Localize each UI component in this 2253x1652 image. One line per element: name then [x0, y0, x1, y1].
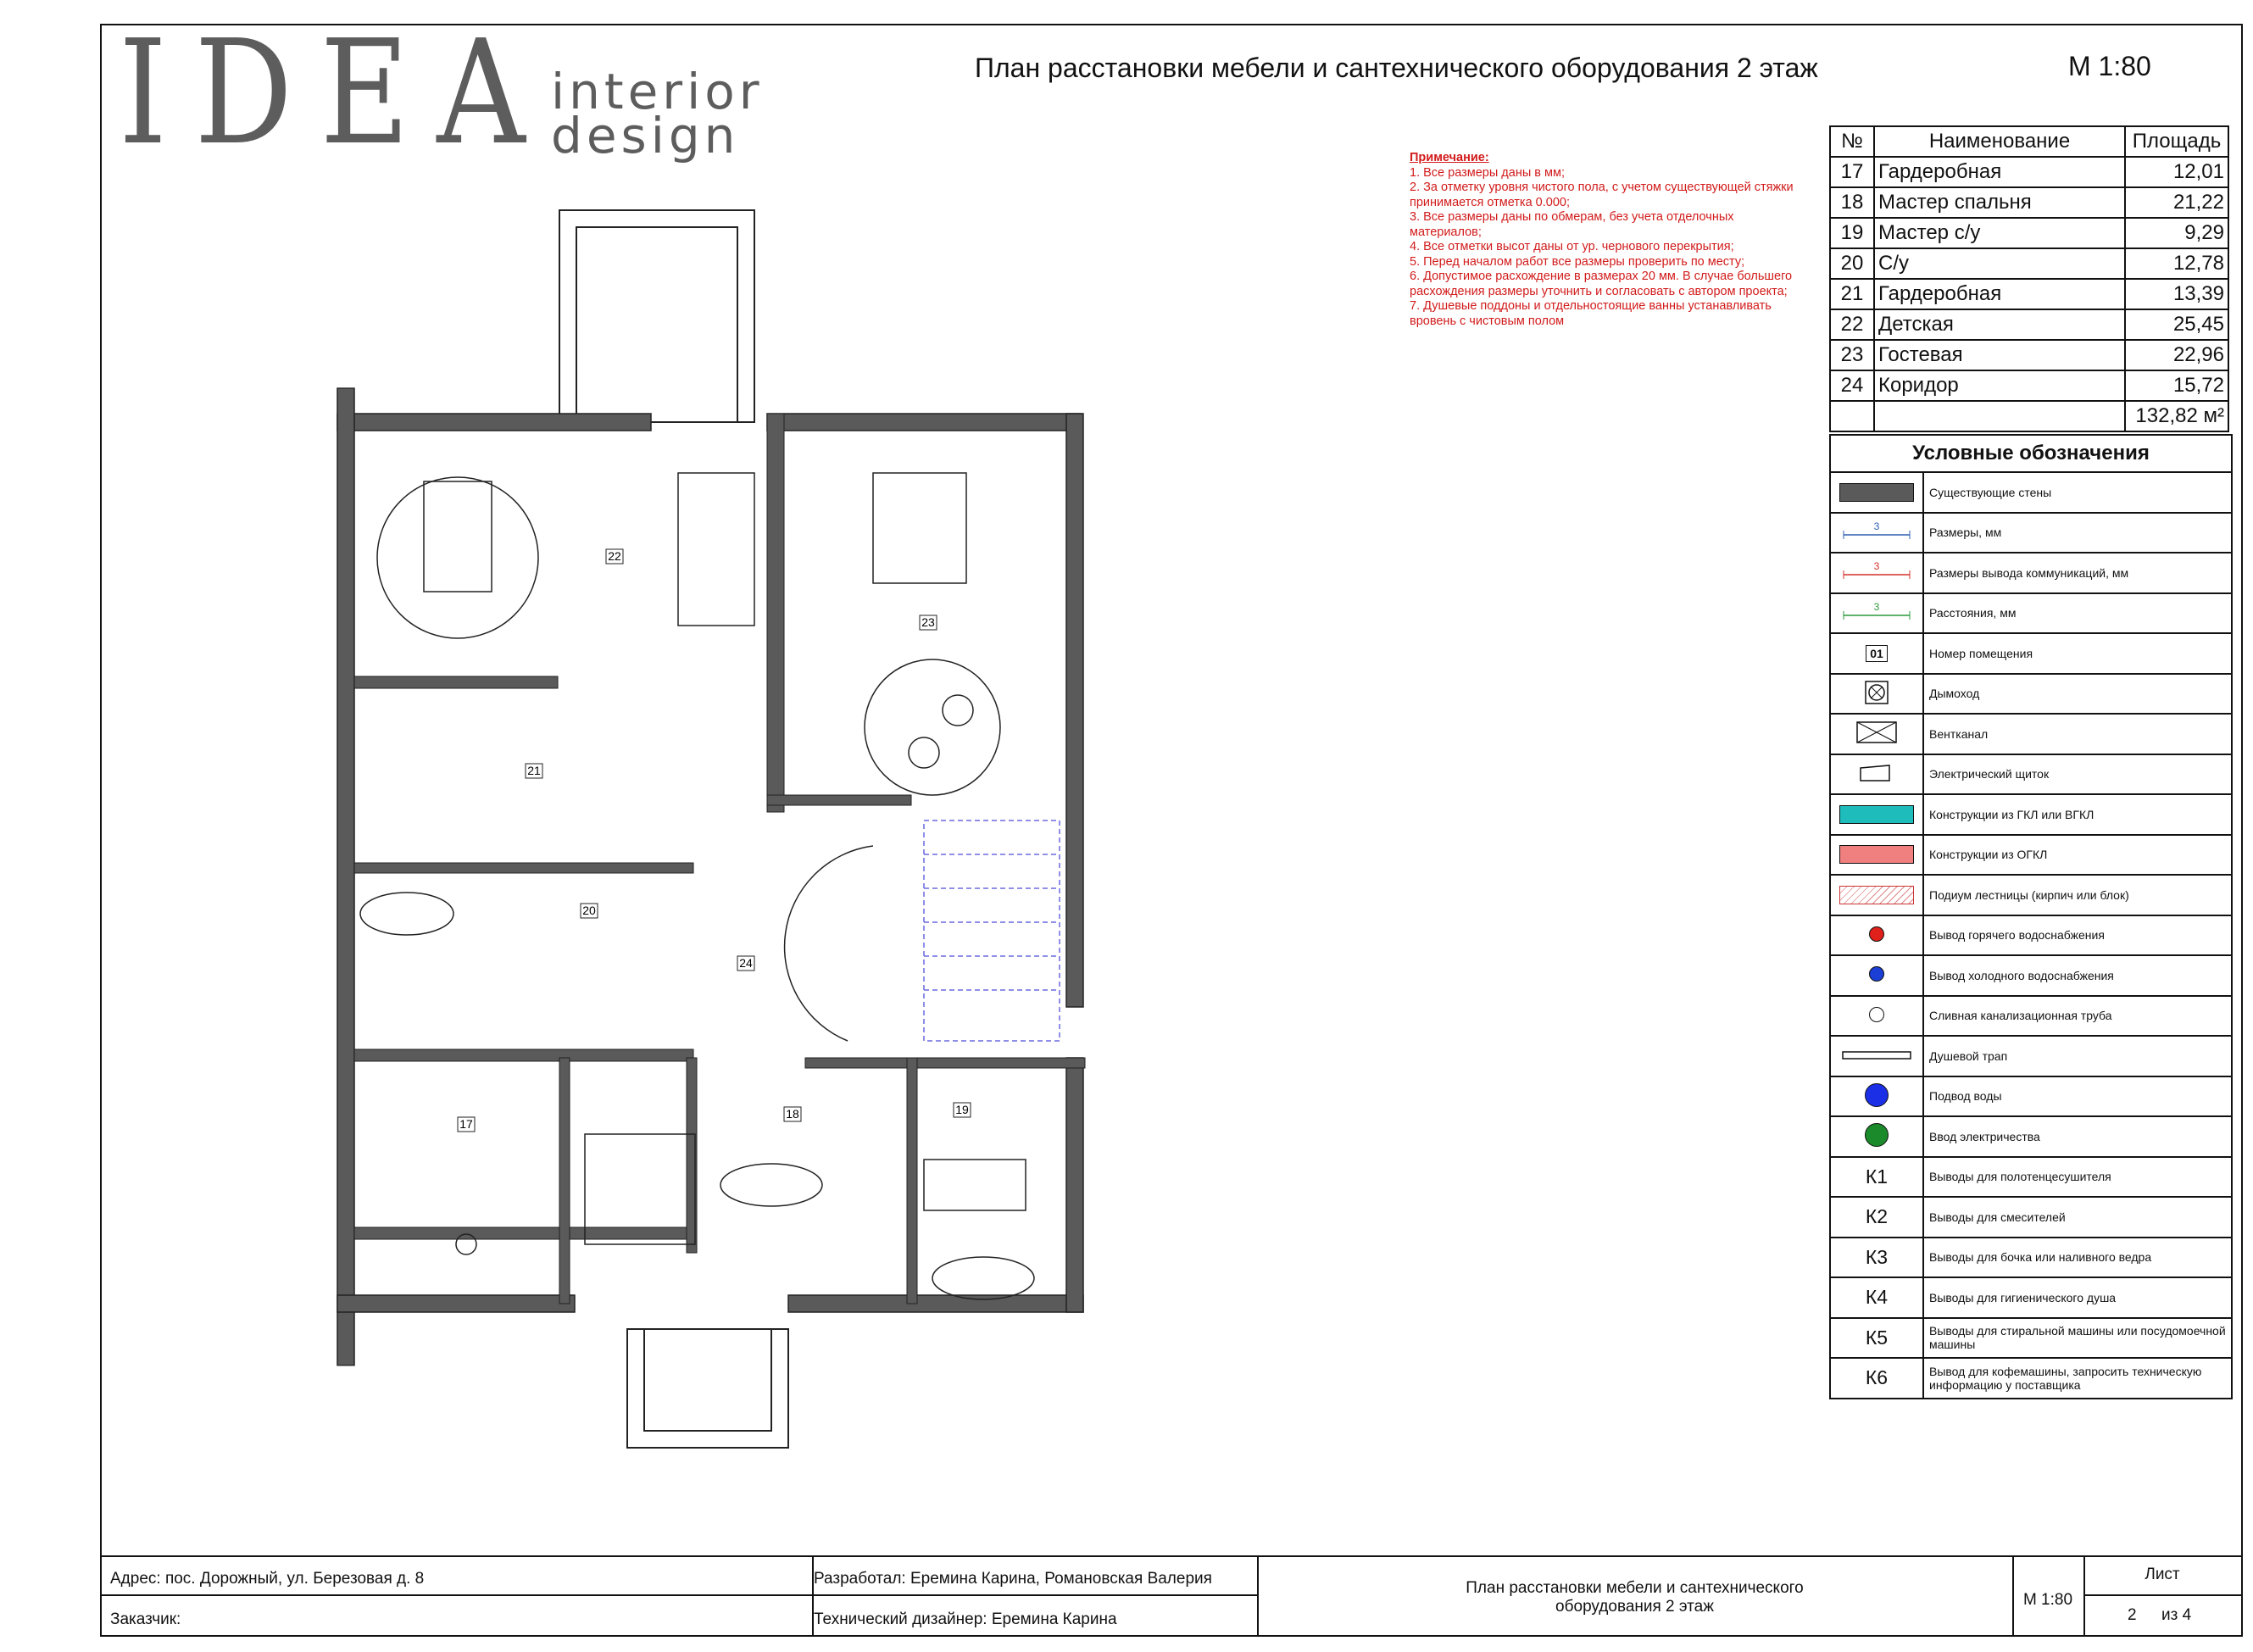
legend-row: [1830, 1076, 2232, 1117]
legend-label: Ввод электричества: [1923, 1116, 2232, 1157]
table-row: [1830, 309, 2228, 340]
legend-table: [1829, 434, 2233, 1399]
room-label: 20: [582, 904, 596, 917]
room-area: 21,22: [2125, 187, 2228, 218]
legend-row: [1830, 513, 2232, 553]
room-label: 18: [786, 1107, 799, 1121]
developed-by: Разработал: Еремина Карина, Романовская Валерия: [814, 1570, 1212, 1588]
legend-label: Дымоход: [1923, 674, 2232, 715]
legend-row: [1830, 593, 2232, 634]
legend-label: Расстояния, мм: [1923, 593, 2232, 634]
legend-row: [1830, 754, 2232, 795]
table-row: [1830, 187, 2228, 218]
legend-label: Номер помещения: [1923, 633, 2232, 674]
k2-code: К2: [1830, 1197, 1923, 1238]
notes-block: [1410, 151, 1800, 329]
room-name: Детская: [1874, 309, 2125, 340]
ogkl-swatch-icon: [1830, 835, 1923, 876]
legend-row: [1830, 714, 2232, 754]
dimension-blue-icon: [1830, 513, 1923, 553]
legend-label: Вывод горячего водоснабжения: [1923, 915, 2232, 956]
legend-row: [1830, 472, 2232, 513]
room-name: Гардеробная: [1874, 157, 2125, 187]
room-label: 17: [459, 1117, 473, 1131]
legend-label: Подвод воды: [1923, 1076, 2232, 1117]
stamp-scale: М 1:80: [2022, 1591, 2073, 1609]
legend-row: [1830, 915, 2232, 956]
legend-title: Условные обозначения: [1830, 435, 2232, 472]
legend-label: Вывод холодного водоснабжения: [1923, 955, 2232, 996]
note-item: 4. Все отметки высот даны от ур. чернового перекрытия;: [1410, 240, 1734, 253]
legend-label: Душевой трап: [1923, 1036, 2232, 1076]
note-item: 1. Все размеры даны в мм;: [1410, 165, 1565, 180]
room-name: С/у: [1874, 248, 2125, 279]
floor-plan: [322, 202, 1110, 1456]
logo-line-1: interior: [551, 63, 764, 120]
legend-row: [1830, 794, 2232, 835]
logo-brand: IDEA: [119, 9, 553, 177]
legend-label: Подиум лестницы (кирпич или блок): [1923, 875, 2232, 915]
room-number: 19: [1830, 218, 1874, 248]
svg-text:3: 3: [1873, 520, 1880, 532]
room-number: 21: [1830, 279, 1874, 309]
k6-code: К6: [1830, 1358, 1923, 1399]
sheet-number: 2: [2128, 1606, 2137, 1624]
exterior-walls: [337, 388, 1083, 1366]
room-number: 23: [1830, 340, 1874, 370]
legend-row: [1830, 553, 2232, 593]
table-total-row: [1830, 401, 2228, 431]
room-name: Мастер спальня: [1874, 187, 2125, 218]
electric-panel-icon: [1830, 754, 1923, 795]
note-item: 2. За отметку уровня чистого пола, с учетом существующей стяжки принимается отметка 0.000;: [1410, 181, 1794, 209]
staircase: [785, 820, 1060, 1041]
room-number: 22: [1830, 309, 1874, 340]
legend-row: [1830, 1197, 2232, 1238]
interior-walls: [354, 414, 1085, 1304]
total-area: 132,82 м²: [2125, 401, 2228, 431]
shower-drain-icon: [1830, 1036, 1923, 1076]
table-row: [1830, 248, 2228, 279]
note-item: 3. Все размеры даны по обмерам, без учета отделочных материалов;: [1410, 210, 1734, 239]
wall-swatch-icon: [1830, 472, 1923, 513]
col-header-name: Наименование: [1874, 126, 2125, 157]
logo-subtitle: [551, 63, 764, 164]
dimension-green-icon: [1830, 593, 1923, 634]
room-number: 17: [1830, 157, 1874, 187]
note-item: 6. Допустимое расхождение в размерах 20 мм. В случае большего расхождения размеры уточнить и согласовать с автором проекта;: [1410, 270, 1793, 298]
room-area: 22,96: [2125, 340, 2228, 370]
room-name: Гостевая: [1874, 340, 2125, 370]
room-name: Мастер с/у: [1874, 218, 2125, 248]
title-block: [100, 1555, 2243, 1637]
room-name: Гардеробная: [1874, 279, 2125, 309]
legend-label: Выводы для смесителей: [1923, 1197, 2232, 1238]
legend-label: Выводы для полотенцесушителя: [1923, 1157, 2232, 1198]
sheet-title: План расстановки мебели и сантехнического оборудования 2 этаж: [975, 53, 1818, 83]
legend-row: [1830, 835, 2232, 876]
table-row: [1830, 218, 2228, 248]
legend-label: Выводы для бочка или наливного ведра: [1923, 1238, 2232, 1278]
room-label: 24: [739, 956, 753, 970]
table-row: [1830, 157, 2228, 187]
legend-label: Размеры вывода коммуникаций, мм: [1923, 553, 2232, 593]
tech-designer: Технический дизайнер: Еремина Карина: [814, 1610, 1117, 1628]
client: Заказчик:: [110, 1610, 181, 1628]
note-item: 5. Перед началом работ все размеры проверить по месту;: [1410, 254, 1745, 269]
legend-row: [1830, 1238, 2232, 1278]
cold-water-icon: [1830, 955, 1923, 996]
legend-row: [1830, 996, 2232, 1037]
room-number: 24: [1830, 370, 1874, 401]
svg-text:3: 3: [1873, 601, 1880, 613]
legend-row: [1830, 1318, 2232, 1359]
legend-label: Конструкции из ОГКЛ: [1923, 835, 2232, 876]
notes-heading: Примечание:: [1410, 151, 1489, 164]
room-label: 23: [921, 615, 935, 629]
col-header-area: Площадь: [2125, 126, 2228, 157]
room-number: 20: [1830, 248, 1874, 279]
legend-label: Существующие стены: [1923, 472, 2232, 513]
legend-row: [1830, 674, 2232, 715]
room-area: 12,01: [2125, 157, 2228, 187]
gkl-swatch-icon: [1830, 794, 1923, 835]
room-label: 19: [955, 1103, 969, 1116]
k3-code: К3: [1830, 1238, 1923, 1278]
legend-row: [1830, 633, 2232, 674]
vent-icon: [1830, 714, 1923, 754]
podium-hatch-icon: [1830, 875, 1923, 915]
scale-label: М 1:80: [2068, 51, 2151, 81]
col-header-number: №: [1830, 126, 1874, 157]
legend-label: Сливная канализационная труба: [1923, 996, 2232, 1037]
table-row: [1830, 370, 2228, 401]
room-area: 12,78: [2125, 248, 2228, 279]
rooms-area-table: [1829, 125, 2229, 432]
water-supply-icon: [1830, 1076, 1923, 1117]
room-label: 21: [527, 764, 541, 777]
room-number: 18: [1830, 187, 1874, 218]
legend-label: Конструкции из ГКЛ или ВГКЛ: [1923, 794, 2232, 835]
legend-label: Выводы для стиральной машины или посудомоечной машины: [1923, 1318, 2232, 1359]
legend-row: [1830, 875, 2232, 915]
k1-code: К1: [1830, 1157, 1923, 1198]
legend-row: [1830, 1116, 2232, 1157]
dimension-red-icon: [1830, 553, 1923, 593]
power-input-icon: [1830, 1116, 1923, 1157]
room-area: 25,45: [2125, 309, 2228, 340]
room-name: Коридор: [1874, 370, 2125, 401]
legend-row: [1830, 1157, 2232, 1198]
address: Адрес: пос. Дорожный, ул. Березовая д. 8: [110, 1570, 425, 1588]
balcony-top: [559, 210, 754, 422]
room-area: 15,72: [2125, 370, 2228, 401]
note-item: 7. Душевые поддоны и отдельностоящие ванны устанавливать вровень с чистовым полом: [1410, 299, 1772, 328]
sheet-title-stamp: План расстановки мебели и сантехнического оборудования 2 этаж: [1466, 1579, 1804, 1616]
drain-pipe-icon: [1830, 996, 1923, 1037]
room-label: 22: [608, 549, 621, 563]
legend-row: [1830, 1277, 2232, 1318]
room-area: 9,29: [2125, 218, 2228, 248]
legend-row: [1830, 1358, 2232, 1399]
legend-label: Вывод для кофемашины, запросить техническую информацию у поставщика: [1923, 1358, 2232, 1399]
table-row: [1830, 279, 2228, 309]
svg-text:3: 3: [1873, 561, 1880, 573]
table-header-row: [1830, 126, 2228, 157]
chimney-icon: [1830, 674, 1923, 715]
sheet-of: из 4: [2161, 1606, 2192, 1624]
sheet-label: Лист: [2145, 1566, 2180, 1583]
legend-label: Электрический щиток: [1923, 754, 2232, 795]
k4-code: К4: [1830, 1277, 1923, 1318]
table-row: [1830, 340, 2228, 370]
legend-label: Размеры, мм: [1923, 513, 2232, 553]
hot-water-icon: [1830, 915, 1923, 956]
legend-row: [1830, 1036, 2232, 1076]
legend-label: Выводы для гигиенического душа: [1923, 1277, 2232, 1318]
legend-label: Вентканал: [1923, 714, 2232, 754]
legend-row: [1830, 955, 2232, 996]
room-area: 13,39: [2125, 279, 2228, 309]
room-number-icon: 01: [1830, 633, 1923, 674]
room-labels: [458, 549, 971, 1132]
k5-code: К5: [1830, 1318, 1923, 1359]
logo-line-2: design: [551, 107, 740, 164]
